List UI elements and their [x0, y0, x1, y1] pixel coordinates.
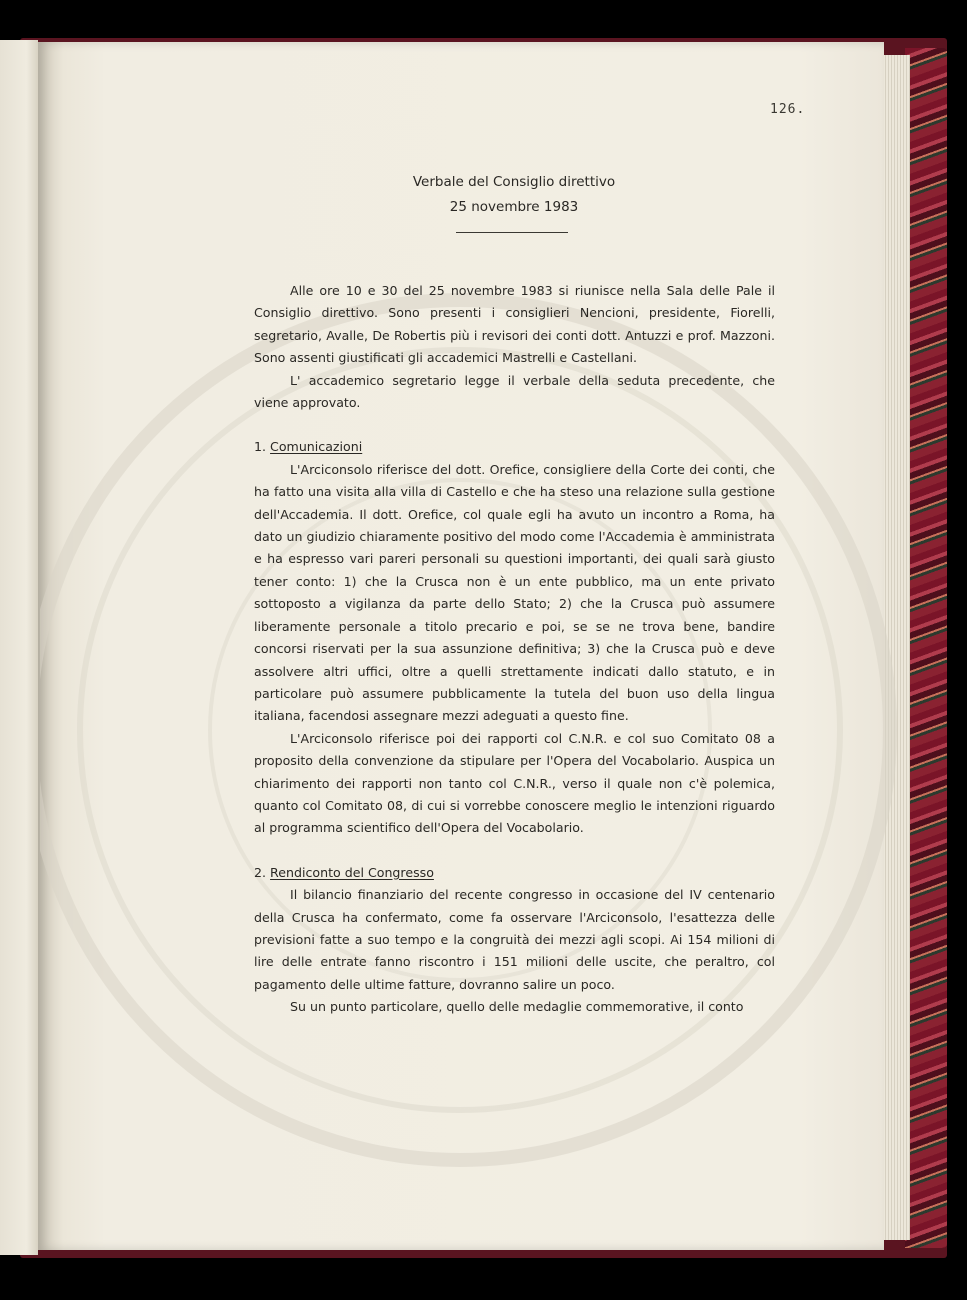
page-stack-edge	[880, 55, 910, 1240]
section-1-heading	[254, 436, 775, 458]
document-title	[254, 170, 774, 220]
intro-paragraph-1: Alle ore 10 e 30 del 25 novembre 1983 si riunisce nella Sala delle Pale il Consiglio direttivo. Sono presenti i consiglieri Nencioni, presidente, Fiorelli, segretario, Avalle, De Robertis più i revisori dei conti dott. Antuzzi e prof. Mazzoni. Sono assenti giustificati gli accademici Mastrelli e Castellani.	[254, 283, 775, 366]
section-1-paragraph-1: L'Arciconsolo riferisce del dott. Orefice, consigliere della Corte dei conti, che ha fatto una visita alla villa di Castello e che ha steso una relazione sulla gestione dell'Accademia. Il dott. Orefice, col quale egli ha avuto un incontro a Roma, ha dato un giudizio chiaramente positivo del modo come l'Accademia è amministrata e ha espresso vari pareri personali su questioni importanti, dei quali sarà giusto tener conto: 1) che la Crusca non è un ente pubblico, ma un ente privato sottoposto a vigilanza da parte dello Stato; 2) che la Crusca può assumere liberamente personale a titolo precario e poi, se se ne trova bene, bandire concorsi riservati per la sua assunzione definitiva; 3) che la Crusca può e deve assolvere altri uffici, oltre a quelli strettamente indicati dallo statuto, e in particolare può assumere pubblicamente la tutela del buon uso della lingua italiana, facendosi assegnare mezzi adeguati a questo fine.	[254, 461, 775, 724]
title-line-2: 25 novembre 1983	[449, 199, 579, 215]
title-underline-rule	[456, 232, 568, 233]
page-number: 126.	[770, 102, 806, 117]
intro-paragraph-2: L' accademico segretario legge il verbale della seduta precedente, che viene approvato.	[254, 372, 775, 411]
section-2-paragraph-2: Su un punto particolare, quello delle medaglie commemorative, il conto	[290, 999, 744, 1015]
document-body	[254, 280, 775, 1019]
left-page-edge	[0, 40, 38, 1255]
marbled-page-edge	[905, 48, 947, 1248]
section-2-paragraph-1: Il bilancio finanziario del recente congresso in occasione del IV centenario della Crusca ha confermato, come fa osservare l'Arciconsolo, l'esattezza delle previsioni fatte a suo tempo e la congruità dei mezzi agli scopi. Ai 154 milioni di lire delle entrate fanno riscontro i 151 milioni delle uscite, che peraltro, col pagamento delle ultime fatture, dovranno salire un poco.	[254, 887, 775, 992]
section-2-number: 2.	[254, 864, 267, 880]
section-2-heading	[254, 862, 775, 884]
section-1-paragraph-2: L'Arciconsolo riferisce poi dei rapporti col C.N.R. e col suo Comitato 08 a proposito della convenzione da stipulare per l'Opera del Vocabolario. Auspica un chiarimento dei rapporti non tanto col C.N.R., verso il quale non c'è polemica, quanto col Comitato 08, di cui si vorrebbe conoscere meglio le intenzioni riguardo al programma scientifico dell'Opera del Vocabolario.	[254, 730, 775, 836]
section-2-title: Rendiconto del Congresso	[270, 864, 434, 880]
section-1-title: Comunicazioni	[270, 439, 363, 455]
title-line-1: Verbale del Consiglio direttivo	[412, 174, 616, 190]
section-1-number: 1.	[254, 439, 267, 455]
